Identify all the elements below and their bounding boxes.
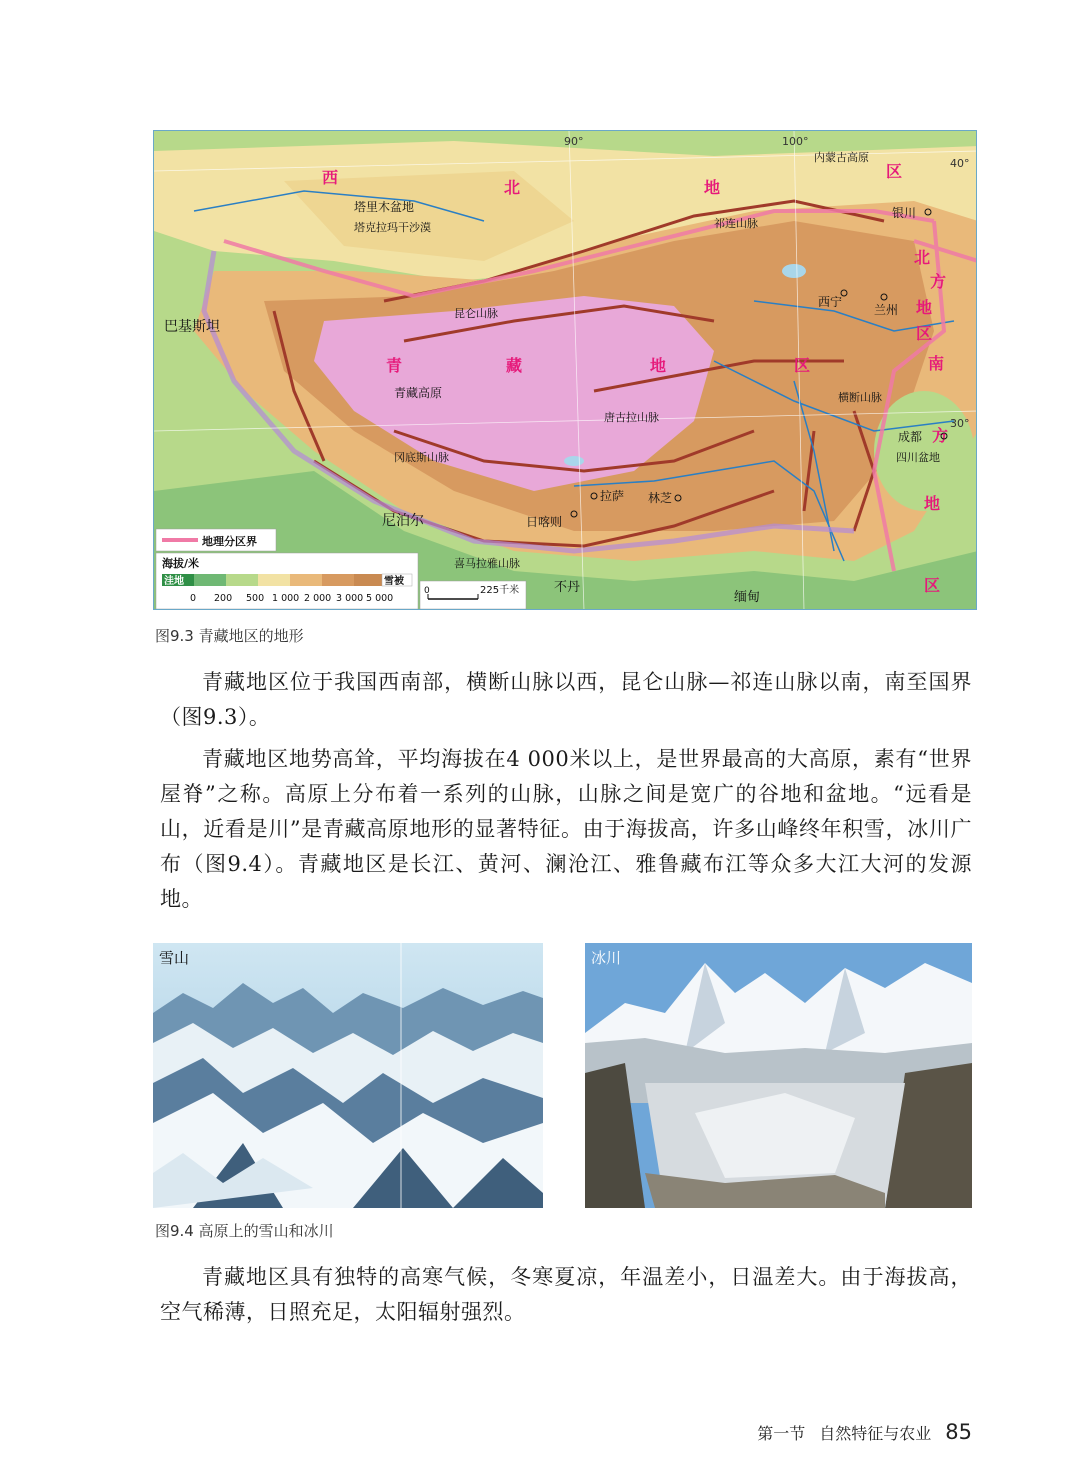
- legend-tick: 1 000: [272, 593, 300, 604]
- legend-low-label: 洼地: [164, 576, 184, 587]
- label-nepal: 尼泊尔: [382, 513, 424, 529]
- paragraph-2: 青藏地区地势高耸，平均海拔在4 000米以上，是世界最高的大高原，素有“世界屋脊”之称。高原上分布着一系列的山脉，山脉之间是宽广的谷地和盆地。“远看是山，近看是川”是青藏高原地形的显著特征。由于海拔高，许多山峰终年积雪，冰川广布（图9.4）。青藏地区是长江、黄河、澜沧江、雅鲁藏布江等众多大江大河的发源地。: [160, 747, 972, 911]
- scale-label: 225千米: [480, 585, 520, 596]
- city-linzhi: 林芝: [648, 491, 673, 505]
- city-chengdu: 成都: [898, 430, 923, 444]
- legend-elevation: [156, 553, 418, 609]
- city-rikaze: 日喀则: [526, 515, 563, 529]
- city-yinchuan: 银川: [892, 206, 917, 220]
- legend-boundary-label: 地理分区界: [202, 535, 257, 548]
- legend-tick: 200: [214, 593, 233, 604]
- paragraph-1: 青藏地区位于我国西南部，横断山脉以西，昆仑山脉—祁连山脉以南，南至国界（图9.3）。: [160, 670, 972, 729]
- region-label: 地: [924, 494, 941, 513]
- label-neimenggu: 内蒙古高原: [814, 151, 869, 164]
- photo-glacier: [585, 943, 972, 1208]
- terrain-map: [153, 130, 977, 610]
- legend-high-label: 雪被: [384, 576, 404, 587]
- lon-100: 100°: [782, 135, 809, 148]
- region-label: 地: [916, 298, 933, 317]
- footer-section: 第一节: [757, 1424, 806, 1443]
- region-label: 北: [504, 178, 521, 197]
- page-footer: [757, 1420, 972, 1444]
- legend-ticks: [190, 593, 393, 604]
- legend-boundary: [156, 529, 276, 551]
- paragraph-3: 青藏地区具有独特的高寒气候，冬寒夏凉，年温差小，日温差大。由于海拔高，空气稀薄，日照充足，太阳辐射强烈。: [160, 1265, 972, 1324]
- legend-elev-title: 海拔/米: [162, 557, 200, 570]
- region-label: 区: [924, 576, 941, 595]
- scale-zero: 0: [424, 586, 430, 596]
- region-label: 南: [928, 354, 945, 373]
- legend-tick: 5 000: [366, 593, 394, 604]
- legend-tick: 3 000: [336, 593, 364, 604]
- region-label: 藏: [506, 356, 523, 375]
- region-label: 方: [932, 426, 949, 445]
- terrain-map-svg: [154, 131, 977, 610]
- footer-title: 自然特征与农业: [819, 1424, 932, 1443]
- region-label: 区: [794, 356, 811, 375]
- label-myanmar: 缅甸: [734, 590, 761, 605]
- region-label: 区: [886, 162, 903, 181]
- glacier-image: [585, 943, 972, 1208]
- region-label: 青: [386, 356, 403, 375]
- photo-label-glacier: 冰川: [591, 949, 622, 967]
- label-sichuan: 四川盆地: [896, 451, 940, 464]
- figure-caption-9-4: 图9.4 高原上的雪山和冰川: [155, 1222, 334, 1240]
- region-label: 区: [916, 324, 933, 343]
- lon-90: 90°: [564, 135, 584, 148]
- label-plateau: 青藏高原: [394, 386, 443, 400]
- figure-caption-9-3: 图9.3 青藏地区的地形: [155, 627, 304, 645]
- page-number: 85: [945, 1420, 972, 1444]
- label-gangdise: 冈底斯山脉: [394, 451, 449, 464]
- map-lake: [564, 456, 584, 466]
- region-label: 地: [650, 356, 667, 375]
- legend-tick: 500: [246, 593, 265, 604]
- label-himalaya: 喜马拉雅山脉: [454, 557, 520, 570]
- map-lake-qinghai: [782, 264, 806, 278]
- city-lanzhou: 兰州: [874, 303, 899, 317]
- city-xining: 西宁: [818, 295, 843, 309]
- lat-30: 30°: [950, 417, 970, 430]
- lat-40: 40°: [950, 157, 970, 170]
- region-label: 北: [914, 248, 931, 267]
- label-desert: 塔克拉玛干沙漠: [354, 221, 431, 234]
- scale-bar: [420, 581, 526, 609]
- snow-mountain-image: [153, 943, 543, 1208]
- region-label: 西: [322, 168, 339, 187]
- legend-tick: 0: [190, 593, 197, 604]
- region-label: 方: [930, 272, 947, 291]
- photo-label-snow: 雪山: [159, 949, 190, 967]
- label-tanggula: 唐古拉山脉: [604, 411, 659, 424]
- label-hengduan: 横断山脉: [838, 391, 882, 404]
- legend-tick: 2 000: [304, 593, 332, 604]
- label-kunlun: 昆仑山脉: [454, 307, 498, 320]
- label-bhutan: 不丹: [554, 580, 581, 595]
- label-qilian: 祁连山脉: [714, 217, 758, 230]
- region-label: 地: [704, 178, 721, 197]
- label-pakistan: 巴基斯坦: [164, 319, 220, 335]
- photo-snow-mountain: [153, 943, 543, 1208]
- label-tarim: 塔里木盆地: [354, 200, 415, 214]
- city-lasa: 拉萨: [600, 489, 625, 503]
